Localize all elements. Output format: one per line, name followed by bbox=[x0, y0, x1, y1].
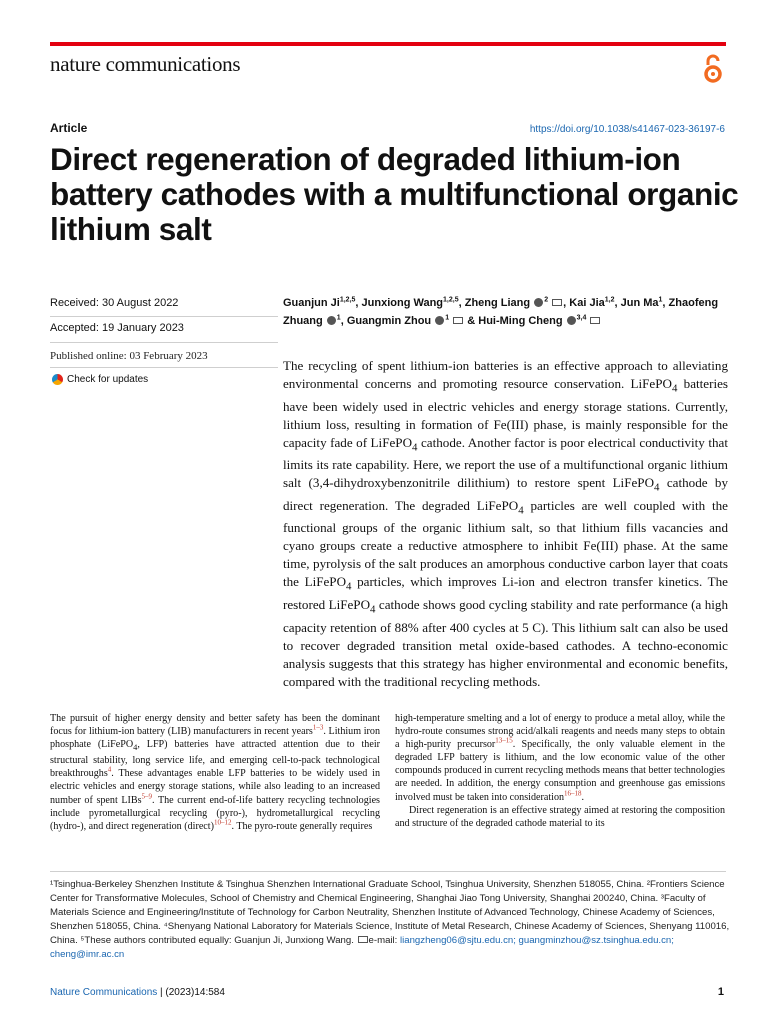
check-updates-icon bbox=[52, 374, 63, 385]
footer-citation: Nature Communications | (2023)14:584 bbox=[50, 987, 225, 998]
abstract: The recycling of spent lithium-ion batteries is an effective approach to alleviating environmental concerns and promoting resource conservation. LiFePO$_4$ batteries have been widely used in electric vehicles and energy storage stations. Currently, lithium loss, resulting in formation of Fe(III) phase, is mainly responsible for the capacity fade of LiFePO$_4$ cathode. Another factor is poor electrical conductivity that limits its rate capability. Here, we report the use of a multifunctional organic lithium salt (3,4-dihydroxybenzonitrile dilithium) to restore spent LiFePO$_4$ cathode by direct regeneration. The degraded LiFePO$_4$ particles are well coupled with the functional groups of the organic lithium salt, so that lithium fills vacancies and cyano groups create a reductive atmosphere to inhibit Fe(III) phase. At the same time, pyrolysis of the salt produces an amorphous conductive carbon layer that coats the LiFePO$_4$ particles, which improves Li-ion and electron transfer kinetics. The restored LiFePO$_4$ cathode shows good cycling stability and rate performance (a high capacity retention of 88% after 400 cycles at 5 C). This lithium salt can also be used to recover degraded transition metal oxide-based cathodes. A techno-economic analysis suggests that this strategy has higher environmental and economic benefits, compared with the traditional recycling methods. bbox=[283, 358, 728, 689]
orcid-icon[interactable] bbox=[567, 316, 576, 325]
orcid-icon[interactable] bbox=[435, 316, 444, 325]
header-accent-bar bbox=[50, 42, 726, 46]
divider bbox=[50, 316, 278, 317]
divider bbox=[50, 367, 278, 368]
citation-link[interactable]: 13–15 bbox=[495, 736, 513, 745]
orcid-icon[interactable] bbox=[534, 298, 543, 307]
author[interactable]: Zhaofeng Zhuang bbox=[283, 297, 719, 327]
author[interactable]: Jun Ma bbox=[620, 297, 659, 309]
received-date: Received: 30 August 2022 bbox=[50, 297, 179, 309]
footer-journal-link[interactable]: Nature Communications bbox=[50, 987, 158, 998]
citation-link[interactable]: 10–12 bbox=[213, 818, 232, 827]
email-icon[interactable] bbox=[453, 317, 463, 324]
check-updates-button[interactable] bbox=[52, 374, 148, 385]
email-icon[interactable] bbox=[590, 317, 600, 324]
citation-link[interactable]: 16–18 bbox=[564, 789, 582, 798]
citation-link[interactable]: 1–3 bbox=[312, 723, 324, 732]
page-number: 1 bbox=[717, 986, 724, 998]
divider bbox=[50, 342, 278, 343]
journal-name: nature communications bbox=[50, 52, 241, 76]
article-title: Direct regeneration of degraded lithium-ion battery cathodes with a multifunctional organic lithium salt bbox=[50, 141, 739, 247]
email-links[interactable]: liangzheng06@sjtu.edu.cn; guangminzhou@sz.tsinghua.edu.cn; cheng@imr.ac.cn bbox=[50, 935, 674, 960]
email-icon bbox=[358, 936, 368, 943]
affiliations-footnote: ¹Tsinghua-Berkeley Shenzhen Institute & Tsinghua Shenzhen International Graduate School, Tsinghua University, Shenzhen 518055, China. ²Frontiers Science Center for Transformative Molecules, School of Chemistry and Chemical Engineering, Shanghai Jiao Tong University, Shanghai 200240, China. ³Faculty of Materials Science and Engineering/Institute of Technology for Carbon Neutrality, Shenzhen Institute of Advanced Technology, Chinese Academy of Sciences, Shenzhen 518055, China. ⁴Shenyang National Laboratory for Materials Science, Institute of Metal Research, Chinese Academy of Sciences, Shenyang 110016, China. ⁵These authors contributed equally: Guanjun Ji, Junxiong Wang. e-mail: liangzheng06@sjtu.edu.cn; guangminzhou@sz.tsinghua.edu.cn; cheng@imr.ac.cn bbox=[50, 879, 730, 960]
citation-link[interactable]: 4 bbox=[107, 766, 112, 775]
article-type: Article bbox=[50, 121, 88, 135]
author[interactable]: Guangmin Zhou bbox=[346, 315, 432, 327]
body-column-left: The pursuit of higher energy density and better safety has been the dominant focus for lithium-ion battery (LIB) manufacturers in recent years$^{1-3}$. Lithium iron phosphate (LiFePO$_4$, LFP) batteries have attracted attention due to their structural stability, long service life, and emerging cell-to-pack technological breakthroughs$^4$. These advantages enable LFP batteries to be widely used in electric vehicles and energy storage stations, while also leading to an increased number of spent LIBs$^{5-9}$. The current end-of-life battery recycling technologies include pyrometallurgical recycling (pyro-), hydrometallurgical recycling (hydro-), and direct regeneration (direct)$^{10-12}$. The pyro-route generally requires bbox=[50, 713, 381, 832]
doi-link[interactable]: https://doi.org/10.1038/s41467-023-36197-6 bbox=[529, 124, 725, 135]
orcid-icon[interactable] bbox=[327, 316, 336, 325]
open-access-icon bbox=[701, 53, 725, 85]
footnote-divider bbox=[50, 871, 726, 872]
citation-link[interactable]: 5–9 bbox=[141, 792, 153, 801]
body-column-right: high-temperature smelting and a lot of energy to produce a metal alloy, while the hydro-route consumes strong acid/alkali reagents and needs many steps to obtain a high-purity precursor$^{13-15}$. Specifically, the only valuable element in the degraded LFP battery is lithium, and the low economic value of the other compounds produced in current recycling methods means that better technologies are needed. In addition, the energy consumption and greenhouse gas emissions involved must be taken into consideration$^{16-18}$. Direct regeneration is an effective strategy aimed at restoring the composition and structure of the degraded cathode material to its bbox=[395, 713, 725, 829]
published-date: Published online: 03 February 2023 bbox=[50, 350, 208, 362]
author[interactable]: Guanjun Ji bbox=[283, 297, 340, 309]
author[interactable]: Junxiong Wang bbox=[361, 297, 444, 309]
author[interactable]: Zheng Liang bbox=[464, 297, 531, 309]
author-list: Guanjun Ji$^{1,2,5}$, Junxiong Wang$^{1,2,5}$, Zheng Liang $^2$ , Kai Jia$^{1,2}$, Jun Ma$^1$, Zhaofeng Zhuang $^1$, Guangmin Zhou $^1$ & Hui-Ming Cheng $^{3,4}$ bbox=[283, 296, 719, 327]
author[interactable]: Kai Jia bbox=[569, 297, 605, 309]
email-icon[interactable] bbox=[552, 299, 562, 306]
accepted-date: Accepted: 19 January 2023 bbox=[50, 322, 184, 334]
author[interactable]: Hui-Ming Cheng bbox=[478, 315, 563, 327]
check-updates-label: Check for updates bbox=[67, 374, 149, 385]
